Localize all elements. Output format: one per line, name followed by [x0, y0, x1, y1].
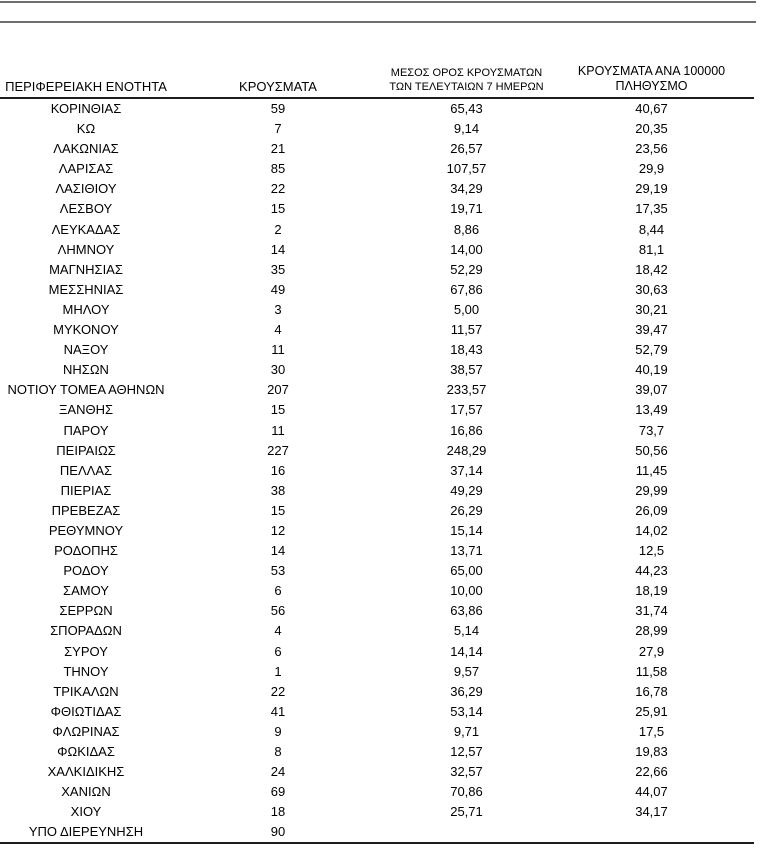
cell-regional-unit: ΜΑΓΝΗΣΙΑΣ: [49, 261, 123, 277]
cell-value: 53,14: [450, 703, 483, 719]
cell-value: 85: [270, 161, 286, 177]
cell-value: 67,86: [450, 281, 483, 297]
cell-value: 35: [270, 261, 286, 277]
cell-regional-unit: ΠΕΛΛΑΣ: [59, 462, 113, 478]
cell-regional-unit: ΜΗΛΟΥ: [62, 301, 110, 317]
cell-value: 18,42: [635, 261, 668, 277]
regional-cases-table: [0, 38, 754, 844]
cell-value: 248,29: [446, 442, 487, 458]
table-row: [0, 98, 754, 119]
cell-value: 25,71: [450, 804, 483, 820]
cell-value: 24: [270, 764, 286, 780]
cell-value: 10,00: [450, 583, 483, 599]
cell-value: 12: [270, 522, 286, 538]
cell-value: 9,71: [453, 723, 480, 739]
table-row: [0, 220, 754, 240]
cell-value: 17,35: [635, 201, 668, 217]
cell-regional-unit: ΜΥΚΟΝΟΥ: [53, 322, 119, 338]
cell-value: 19,71: [450, 201, 483, 217]
cell-regional-unit: ΣΕΡΡΩΝ: [59, 603, 113, 619]
cell-regional-unit: ΝΗΣΩΝ: [63, 362, 109, 378]
cell-value: 1: [274, 663, 282, 679]
cell-value: 36,29: [450, 683, 483, 699]
table-header-row: [0, 38, 754, 98]
cell-value: [384, 822, 549, 843]
table-row: [0, 581, 754, 601]
cell-regional-unit: ΦΛΩΡΙΝΑΣ: [52, 723, 120, 739]
cell-value: 34,17: [635, 804, 668, 820]
cell-value: 7: [274, 121, 282, 137]
cell-value: 5,00: [453, 301, 480, 317]
cell-regional-unit: ΛΗΜΝΟΥ: [57, 241, 115, 257]
cell-value: 49,29: [450, 482, 483, 498]
column-header-regional-unit: ΠΕΡΙΦΕΡΕΙΑΚΗ ΕΝΟΤΗΤΑ: [0, 38, 172, 98]
table-row: [0, 682, 754, 702]
cell-regional-unit: ΛΕΣΒΟΥ: [59, 201, 113, 217]
table-row: [0, 441, 754, 461]
table-row: [0, 461, 754, 481]
cell-value: 25,91: [635, 703, 668, 719]
cell-value: 18,19: [635, 583, 668, 599]
table-row: [0, 621, 754, 641]
cell-regional-unit: ΛΑΣΙΘΙΟΥ: [55, 181, 117, 197]
cell-value: 65,43: [450, 101, 483, 116]
cell-value: 39,47: [635, 322, 668, 338]
cell-regional-unit: ΦΩΚΙΔΑΣ: [57, 744, 115, 759]
cell-value: 32,57: [450, 764, 483, 780]
cell-value: 28,99: [635, 623, 668, 639]
cell-value: 11,57: [450, 322, 483, 338]
cell-regional-unit: ΦΘΙΩΤΙΔΑΣ: [50, 703, 122, 719]
cell-regional-unit: ΡΟΔΟΥ: [63, 563, 109, 579]
cell-value: 13,71: [450, 543, 483, 559]
cell-value: 41: [270, 703, 286, 719]
top-horizontal-rule-2: [0, 21, 756, 23]
table-row: [0, 822, 754, 843]
cell-value: 14,14: [450, 643, 483, 659]
table-row: [0, 742, 754, 762]
column-header-7day-average: [384, 38, 549, 98]
cell-regional-unit: ΣΑΜΟΥ: [63, 583, 109, 599]
table-row: [0, 159, 754, 179]
table-row: [0, 199, 754, 219]
cell-value: 15: [270, 201, 286, 217]
cell-value: 44,23: [635, 563, 668, 579]
cell-value: 5,14: [453, 623, 480, 639]
cell-value: 19,83: [635, 744, 668, 759]
cell-value: 11: [271, 342, 285, 358]
table-row: [0, 240, 754, 260]
cell-value: 26,29: [450, 502, 483, 518]
cell-value: 15: [270, 402, 286, 418]
cell-value: 52,79: [635, 342, 668, 358]
cell-value: 23,56: [635, 141, 668, 157]
cell-value: 22: [270, 181, 286, 197]
cell-value: 40,19: [635, 362, 668, 378]
table-row: [0, 782, 754, 802]
cell-value: 13,49: [635, 402, 668, 418]
cell-value: 38: [270, 482, 286, 498]
cell-regional-unit: ΣΠΟΡΑΔΩΝ: [50, 623, 122, 639]
cell-value: [549, 822, 754, 843]
cell-value: 15,14: [450, 522, 483, 538]
cell-value: 73,7: [638, 422, 665, 438]
cell-regional-unit: ΝΑΞΟΥ: [63, 342, 109, 358]
cell-value: 26,57: [450, 141, 483, 157]
table-row: [0, 300, 754, 320]
cell-value: 63,86: [450, 603, 483, 619]
cell-regional-unit: ΜΕΣΣΗΝΙΑΣ: [48, 281, 124, 297]
table-row: [0, 400, 754, 420]
table-row: [0, 421, 754, 441]
table-header: [0, 38, 754, 98]
cell-value: 50,56: [635, 442, 668, 458]
cell-value: 14,00: [450, 241, 483, 257]
cell-value: 22: [270, 683, 286, 699]
cell-regional-unit: ΧΑΛΚΙΔΙΚΗΣ: [47, 764, 125, 780]
cell-value: 4: [274, 623, 282, 639]
cell-value: 26,09: [635, 502, 668, 518]
cell-value: 6: [274, 583, 282, 599]
cell-value: 29,9: [638, 161, 665, 177]
cell-value: 2: [274, 221, 282, 237]
column-header-7day-average-line2: ΤΩΝ ΤΕΛΕΥΤΑΙΩΝ 7 ΗΜΕΡΩΝ: [389, 81, 544, 93]
cell-regional-unit: ΛΑΡΙΣΑΣ: [58, 161, 114, 177]
cell-value: 107,57: [446, 161, 487, 177]
table-row: [0, 762, 754, 782]
table-row: [0, 702, 754, 722]
cell-regional-unit: ΠΑΡΟΥ: [63, 422, 109, 438]
table-row: [0, 662, 754, 682]
cell-value: 15: [270, 502, 286, 518]
table-row: [0, 320, 754, 340]
cell-value: 40,67: [635, 101, 668, 116]
table-row: [0, 380, 754, 400]
cell-value: 29,99: [635, 482, 668, 498]
table-row: [0, 501, 754, 521]
cell-regional-unit: ΝΟΤΙΟΥ ΤΟΜΕΑ ΑΘΗΝΩΝ: [7, 382, 165, 398]
column-header-cases-per-100k-line1: ΚΡΟΥΣΜΑΤΑ ΑΝΑ 100000: [577, 64, 726, 78]
cell-value: 30: [270, 362, 286, 378]
table-row: [0, 601, 754, 621]
cell-regional-unit: ΛΑΚΩΝΙΑΣ: [53, 141, 119, 157]
column-header-7day-average-line1: ΜΕΣΟΣ ΟΡΟΣ ΚΡΟΥΣΜΑΤΩΝ: [390, 67, 543, 79]
cell-value: 8,44: [638, 221, 665, 237]
table-body: [0, 98, 754, 843]
cell-value: 207: [267, 382, 289, 398]
cell-value: 9: [274, 723, 282, 739]
column-header-cases: ΚΡΟΥΣΜΑΤΑ: [172, 38, 384, 98]
cell-regional-unit: ΤΡΙΚΑΛΩΝ: [53, 683, 119, 699]
table-row: [0, 802, 754, 822]
cell-value: 3: [274, 301, 282, 317]
cell-regional-unit: ΣΥΡΟΥ: [64, 643, 108, 659]
table-row: [0, 360, 754, 380]
regional-cases-table-wrap: [0, 38, 754, 844]
table-row: [0, 119, 754, 139]
cell-value: 16: [270, 462, 286, 478]
column-header-cases-per-100k: [549, 38, 754, 98]
column-header-cases-per-100k-line2: ΠΛΗΘΥΣΜΟ: [615, 79, 688, 93]
table-row: [0, 642, 754, 662]
cell-regional-unit: ΡΕΘΥΜΝΟΥ: [48, 522, 124, 538]
cell-value: 233,57: [446, 382, 487, 398]
cell-value: 16,78: [635, 683, 668, 699]
cell-value: 17,5: [638, 723, 665, 739]
cell-value: 8,86: [453, 221, 480, 237]
cell-value: 18,43: [450, 342, 483, 358]
cell-value: 56: [270, 603, 286, 619]
cell-value: 21: [270, 141, 286, 157]
cell-regional-unit: ΠΙΕΡΙΑΣ: [60, 482, 112, 498]
cell-value: 12,5: [638, 543, 665, 559]
cell-value: 90: [172, 822, 384, 843]
cell-regional-unit: ΤΗΝΟΥ: [63, 663, 109, 679]
table-row: [0, 340, 754, 360]
cell-value: 22,66: [635, 764, 668, 780]
cell-value: 30,63: [635, 281, 668, 297]
table-row: [0, 260, 754, 280]
cell-value: 17,57: [450, 402, 483, 418]
table-row: [0, 521, 754, 541]
cell-regional-unit: ΚΟΡΙΝΘΙΑΣ: [50, 101, 122, 116]
cell-value: 227: [267, 442, 289, 458]
cell-value: 9,57: [453, 663, 480, 679]
cell-value: 49: [270, 281, 286, 297]
table-row: [0, 481, 754, 501]
cell-value: 8: [274, 744, 282, 759]
cell-value: 12,57: [450, 744, 483, 759]
cell-value: 53: [270, 563, 286, 579]
cell-value: 11,45: [635, 462, 668, 478]
cell-value: 31,74: [635, 603, 668, 619]
cell-regional-unit: ΠΡΕΒΕΖΑΣ: [51, 502, 121, 518]
cell-value: 81,1: [638, 241, 665, 257]
cell-regional-unit: ΧΑΝΙΩΝ: [61, 784, 111, 800]
cell-regional-unit: ΠΕΙΡΑΙΩΣ: [56, 442, 116, 458]
cell-regional-unit: ΧΙΟΥ: [70, 804, 102, 820]
cell-value: 18: [270, 804, 286, 820]
cell-value: 11,58: [635, 663, 668, 679]
cell-value: 30,21: [635, 301, 668, 317]
table-row: [0, 179, 754, 199]
cell-value: 11: [271, 422, 285, 438]
cell-value: 14,02: [635, 522, 668, 538]
cell-regional-unit: ΛΕΥΚΑΔΑΣ: [51, 221, 121, 237]
cell-value: 16,86: [450, 422, 483, 438]
cell-value: 52,29: [450, 261, 483, 277]
cell-value: 14: [270, 241, 286, 257]
cell-regional-unit: ΞΑΝΘΗΣ: [58, 402, 114, 418]
cell-value: 34,29: [450, 181, 483, 197]
cell-regional-unit: ΡΟΔΟΠΗΣ: [54, 543, 118, 559]
cell-value: 27,9: [638, 643, 665, 659]
cell-regional-unit: ΥΠΟ ΔΙΕΡΕΥΝΗΣΗ: [0, 822, 172, 843]
cell-value: 39,07: [635, 382, 668, 398]
cell-value: 6: [274, 643, 282, 659]
table-row: [0, 541, 754, 561]
cell-value: 9,14: [453, 121, 480, 137]
table-row: [0, 139, 754, 159]
cell-value: 14: [270, 543, 286, 559]
cell-value: 38,57: [450, 362, 483, 378]
cell-regional-unit: ΚΩ: [76, 121, 96, 137]
table-row: [0, 280, 754, 300]
top-horizontal-rule-1: [0, 1, 756, 3]
cell-value: 65,00: [450, 563, 483, 579]
cell-value: 59: [270, 101, 286, 116]
cell-value: 70,86: [450, 784, 483, 800]
cell-value: 69: [270, 784, 286, 800]
table-row: [0, 561, 754, 581]
cell-value: 29,19: [635, 181, 668, 197]
cell-value: 37,14: [450, 462, 483, 478]
table-row: [0, 722, 754, 742]
cell-value: 4: [274, 322, 282, 338]
cell-value: 20,35: [635, 121, 668, 137]
cell-value: 44,07: [635, 784, 668, 800]
